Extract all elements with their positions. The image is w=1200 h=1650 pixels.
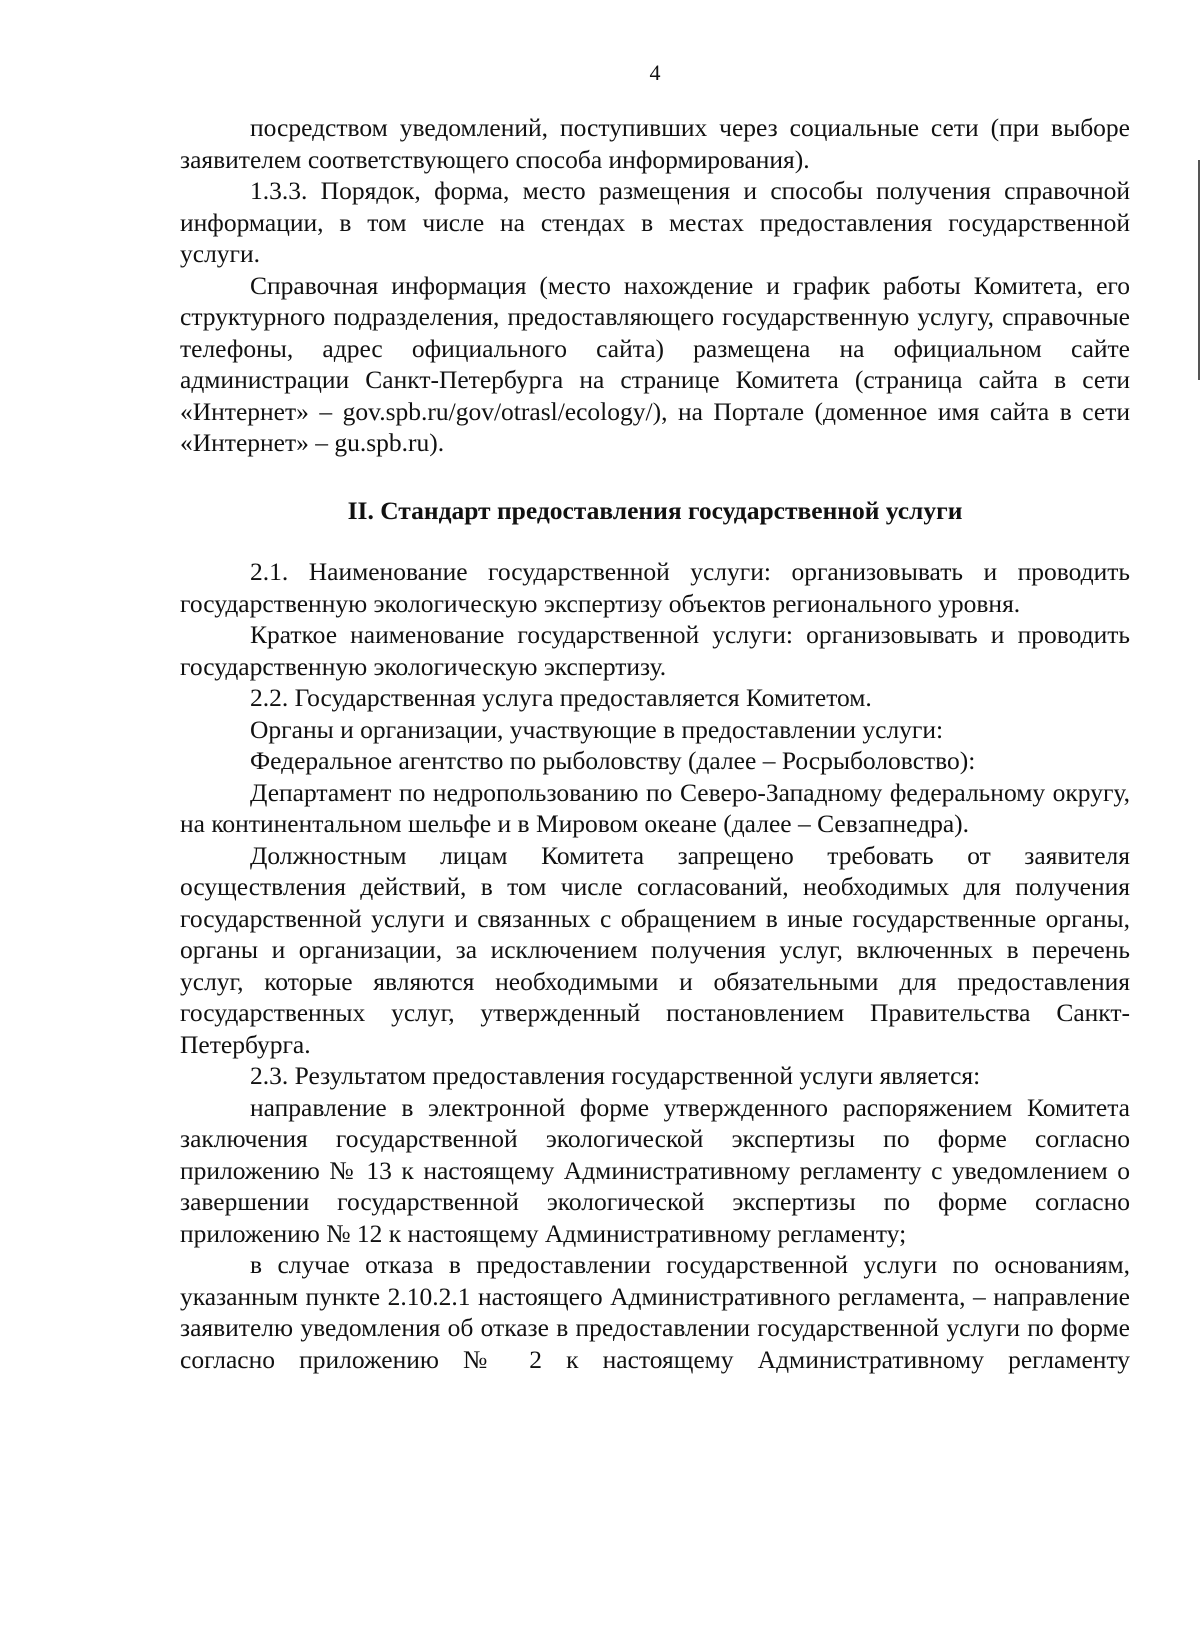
paragraph: Справочная информация (место нахождение и график работы Комитета, его структурного подразделения, предоставляющего государственную услугу, справочные телефоны, адрес официального сайта) размещена на официальном сайте администрации Санкт-Петербурга на странице Комитета (страница сайта в сети «Интернет» – gov.spb.ru/gov/otrasl/ecology/), на Портале (доменное имя сайта в сети «Интернет» – gu.spb.ru).: [180, 270, 1130, 457]
paragraph: 2.2. Государственная услуга предоставляется Комитетом.: [250, 683, 872, 712]
section-heading: II. Стандарт предоставления государственной услуги: [347, 495, 963, 525]
paragraph: 1.3.3. Порядок, форма, место размещения и способы получения справочной информации, в том числе на стендах в местах предоставления государственной услуги.: [180, 176, 1130, 268]
paragraph: 2.3. Результатом предоставления государственной услуги является:: [250, 1061, 981, 1090]
paragraph: посредством уведомлений, поступивших через социальные сети (при выборе заявителем соответствующего способа информирования).: [180, 113, 1130, 174]
paragraph: Департамент по недропользованию по Северо-Западному федеральному округу, на континентальном шельфе и в Мировом океане (далее – Севзапнедра).: [180, 777, 1130, 838]
paragraph: в случае отказа в предоставлении государственной услуги по основаниям, указанным пункте 2.10.2.1 настоящего Административного регламента, – направление заявителю уведомления об отказе в предоставлении государственной услуги по форме согласно приложению № 2 к настоящему Административному регламенту: [180, 1250, 1130, 1374]
document-body: [180, 112, 1130, 1375]
page-number: 4: [649, 60, 661, 85]
paragraph: Краткое наименование государственной услуги: организовывать и проводить государственную экологическую экспертизу.: [180, 620, 1130, 681]
paragraph: Органы и организации, участвующие в предоставлении услуги:: [250, 714, 944, 744]
paragraph: Федеральное агентство по рыболовству (далее – Росрыболовство):: [250, 746, 976, 775]
paragraph: 2.1. Наименование государственной услуги: организовывать и проводить государственную экологическую экспертизу объектов регионального уровня.: [180, 557, 1130, 618]
paragraph: направление в электронной форме утвержденного распоряжением Комитета заключения государственной экологической экспертизы по форме согласно приложению № 13 к настоящему Административному регламенту с уведомлением о завершении государственной экологической экспертизы по форме согласно приложению № 12 к настоящему Административному регламенту;: [180, 1092, 1130, 1248]
paragraph: Должностным лицам Комитета запрещено требовать от заявителя осуществления действий, в том числе согласований, необходимых для получения государственной услуги и связанных с обращением в иные государственные органы, органы и организации, за исключением получения услуг, включенных в перечень услуг, которые являются необходимыми и обязательными для предоставления государственных услуг, утвержденный постановлением Правительства Санкт-Петербурга.: [180, 840, 1130, 1059]
